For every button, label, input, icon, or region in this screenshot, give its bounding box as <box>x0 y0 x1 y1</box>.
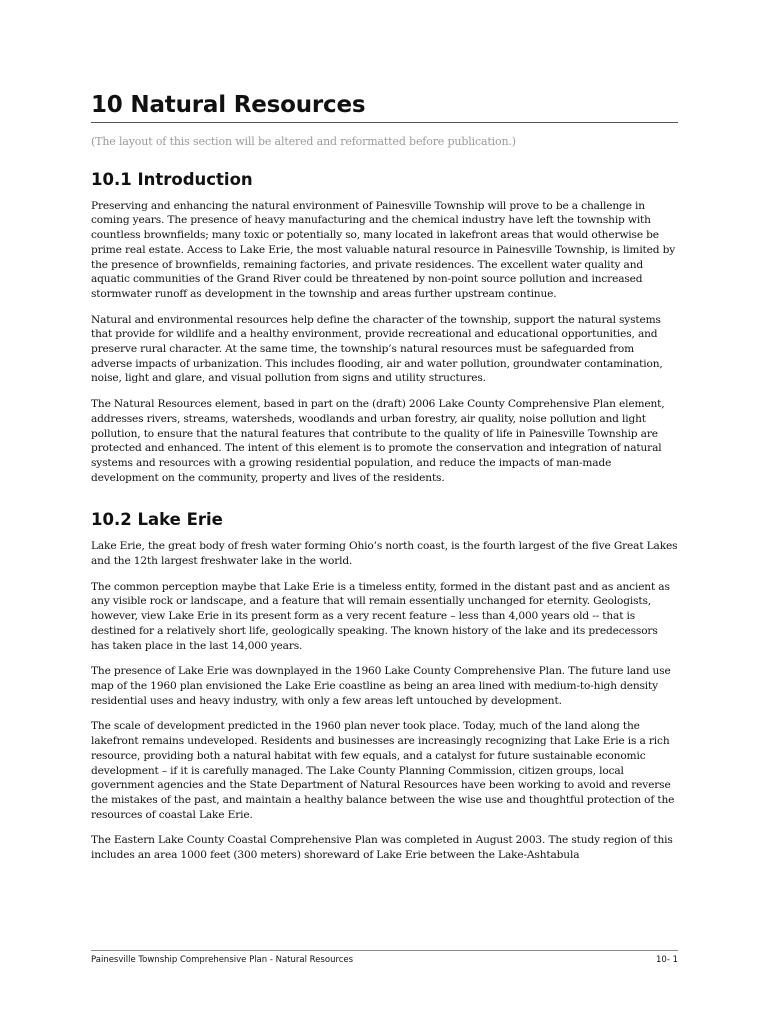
section-title-introduction: 10.1 Introduction <box>91 169 253 189</box>
paragraph: Natural and environmental resources help define the character of the township, support the natural systems that provide for wildlife and a healthy environment, provide recreational and educational opportunities, and preserve rural character. At the same time, the township’s natural resources must be safeguarded from adverse impacts of urbanization. This includes flooding, air and water pollution, groundwater contamination, noise, light and glare, and visual pollution from signs and utility structures. <box>91 313 663 385</box>
paragraph: The common perception maybe that Lake Erie is a timeless entity, formed in the distant past and as ancient as any visible rock or landscape, and a feature that will remain essentially unchanged for eternity. Geologists, however, view Lake Erie in its present form as a very recent feature – less than 4,000 years old -- that is destined for a relatively short life, geologically speaking. The known history of the lake and its predecessors has taken place in the last 14,000 years. <box>91 580 670 652</box>
paragraph: The scale of development predicted in the 1960 plan never took place. Today, much of the land along the lakefront remains undeveloped. Residents and businesses are increasingly recognizing that Lake Erie is a rich resource, providing both a natural habitat with few equals, and a catalyst for future sustainable economic development – if it is carefully managed. The Lake County Planning Commission, citizen groups, local government agencies and the State Department of Natural Resources have been working to avoid and reverse the mistakes of the past, and maintain a healthy balance between the wise use and thoughtful protection of the resources of coastal Lake Erie. <box>91 720 675 821</box>
footer-page-number: 10- 1 <box>656 955 678 965</box>
paragraph: The Natural Resources element, based in part on the (draft) 2006 Lake County Comprehensive Plan element, addresses rivers, streams, watersheds, woodlands and urban forestry, air quality, noise pollution and light pollution, to ensure that the natural features that contribute to the quality of life in Painesville Township are protected and enhanced. The intent of this element is to promote the conservation and integration of natural systems and resources with a growing residential population, and reduce the impacts of man-made development on the community, property and lives of the residents. <box>91 398 665 484</box>
section-title-lake-erie: 10.2 Lake Erie <box>91 510 223 530</box>
section-introduction-body <box>91 199 678 486</box>
paragraph: Lake Erie, the great body of fresh water forming Ohio’s north coast, is the fourth largest of the five Great Lakes and the 12th largest freshwater lake in the world. <box>91 540 678 568</box>
page-content <box>91 92 678 874</box>
paragraph: The Eastern Lake County Coastal Comprehensive Plan was completed in August 2003. The study region of this includes an area 1000 feet (300 meters) shoreward of Lake Erie between the Lake-Ashtabula <box>91 834 673 862</box>
section-lake-erie-body <box>91 539 678 862</box>
chapter-title: 10 Natural Resources <box>91 92 678 123</box>
layout-note: (The layout of this section will be altered and reformatted before publication.) <box>91 135 516 148</box>
paragraph: The presence of Lake Erie was downplayed in the 1960 Lake County Comprehensive Plan. The future land use map of the 1960 plan envisioned the Lake Erie coastline as being an area lined with medium-to-high density residential uses and heavy industry, with only a few areas left untouched by development. <box>91 665 671 707</box>
paragraph: Preserving and enhancing the natural environment of Painesville Township will prove to be a challenge in coming years. The presence of heavy manufacturing and the chemical industry have left the township with countless brownfields; many toxic or potentially so, many located in lakefront areas that would otherwise be prime real estate. Access to Lake Erie, the most valuable natural resource in Painesville Township, is limited by the presence of brownfields, remaining factories, and private residences. The excellent water quality and aquatic communities of the Grand River could be threatened by non-point source pollution and increased stormwater runoff as development in the township and areas further upstream continue. <box>91 199 676 300</box>
footer-document-title: Painesville Township Comprehensive Plan - Natural Resources <box>91 955 354 965</box>
page-footer <box>91 950 678 965</box>
